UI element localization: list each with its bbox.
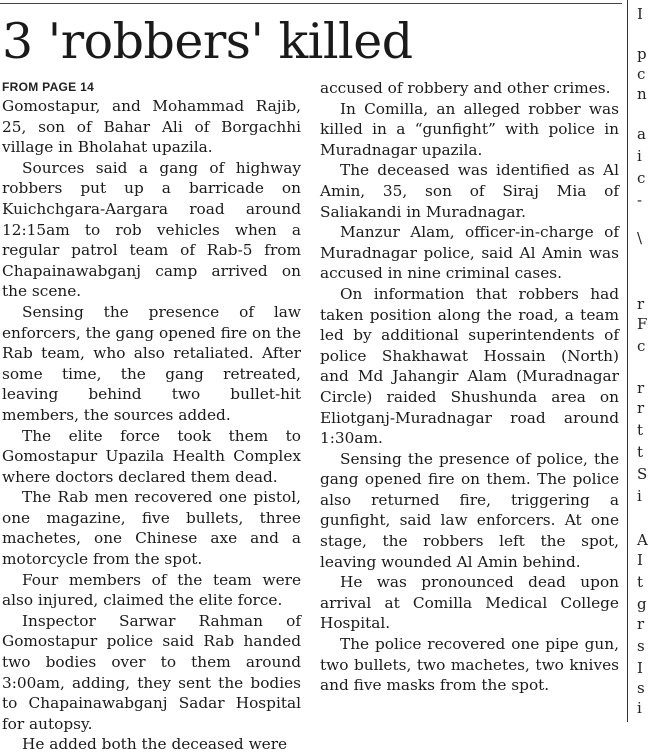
adjacent-column-fragment [637, 0, 648, 722]
paragraph: The elite force took them to Gomostapur Upazila Health Complex where doctors declared them dead. [2, 426, 301, 486]
margin-letter: c [637, 169, 646, 187]
margin-letter: t [637, 443, 644, 461]
paragraph: Inspector Sarwar Rahman of Gomostapur police said Rab handed two bodies over to them around 3:00am, adding, they sent the bodies to Chapainawabganj Sadar Hospital for autopsy. [2, 611, 301, 733]
top-rule [0, 3, 622, 4]
margin-letter: p [637, 45, 647, 63]
paragraph: He was pronounced dead upon arrival at Comilla Medical College Hospital. [320, 573, 619, 633]
headline: 3 'robbers' killed [2, 13, 413, 70]
paragraph: Four members of the team were also injured, claimed the elite force. [2, 570, 301, 610]
margin-letter: s [637, 679, 645, 697]
paragraph: He added both the deceased were [22, 735, 288, 754]
paragraph: Sources said a gang of highway robbers put up a barricade on Kuichchgara-Aargara road around 12:15am to rob vehicles when a regular patrol team of Rab-5 from Chapainawabganj camp arrived on the scene. [2, 158, 301, 301]
margin-letter: r [637, 295, 645, 313]
paragraph: Manzur Alam, officer-in-charge of Muradnagar police, said Al Amin was accused in nine criminal cases. [320, 223, 619, 283]
paragraph: Gomostapur, and Mohammad Rajib, 25, son of Bahar Ali of Borgachhi village in Bholahat upazila. [2, 97, 301, 157]
continuation-kicker: FROM PAGE 14 [2, 80, 95, 94]
margin-letter: s [637, 637, 645, 655]
paragraph: The Rab men recovered one pistol, one magazine, five bullets, three machetes, one Chinese axe and a motorcycle from the spot. [2, 488, 301, 569]
margin-letter: i [637, 699, 642, 717]
margin-letter: F [637, 315, 648, 333]
paragraph: In Comilla, an alleged robber was killed in a “gunfight” with police in Muradnagar upazila. [320, 99, 619, 159]
margin-letter: I [637, 551, 643, 569]
paragraph: The deceased was identified as Al Amin, 35, son of Siraj Mia of Saliakandi in Muradnagar. [320, 161, 619, 221]
margin-letter: I [637, 5, 643, 23]
paragraph: The police recovered one pipe gun, two bullets, two machetes, two knives and five masks from the spot. [320, 635, 619, 695]
margin-letter: A [637, 531, 648, 549]
margin-letter: c [637, 65, 646, 83]
margin-letter: g [637, 595, 647, 613]
margin-letter: t [637, 573, 644, 591]
margin-letter: r [637, 379, 645, 397]
margin-letter: t [637, 421, 644, 439]
article-column-2 [320, 78, 619, 696]
margin-letter: \ [637, 229, 643, 247]
paragraph: Sensing the presence of police, the gang opened fire on them. The police also returned fire, triggering a gunfight, said law enforcers. At one stage, the robbers left the spot, leaving wounded Al Amin behind. [320, 449, 619, 571]
article-column-1 [2, 78, 301, 755]
margin-letter: r [637, 399, 645, 417]
margin-letter: c [637, 337, 646, 355]
margin-letter: r [637, 615, 645, 633]
paragraph: Sensing the presence of law enforcers, the gang opened fire on the Rab team, who also retaliated. After some time, the gang retreated, leaving behind two bullet-hit members, the sources added. [2, 302, 301, 424]
margin-letter: I [637, 659, 643, 677]
margin-letter: n [637, 85, 647, 103]
margin-letter: i [637, 487, 642, 505]
paragraph: On information that robbers had taken position along the road, a team led by additional superintendents of police Shakhawat Hossain (North) and Md Jahangir Alam (Muradnagar Circle) raided Shushunda area on Eliotganj-Muradnagar road around 1:30am. [320, 284, 619, 448]
paragraph: accused of robbery and other crimes. [320, 79, 611, 97]
margin-letter: a [637, 125, 646, 143]
margin-letter: - [637, 191, 643, 209]
column-divider [627, 0, 628, 722]
margin-letter: S [637, 465, 648, 483]
margin-letter: i [637, 147, 642, 165]
